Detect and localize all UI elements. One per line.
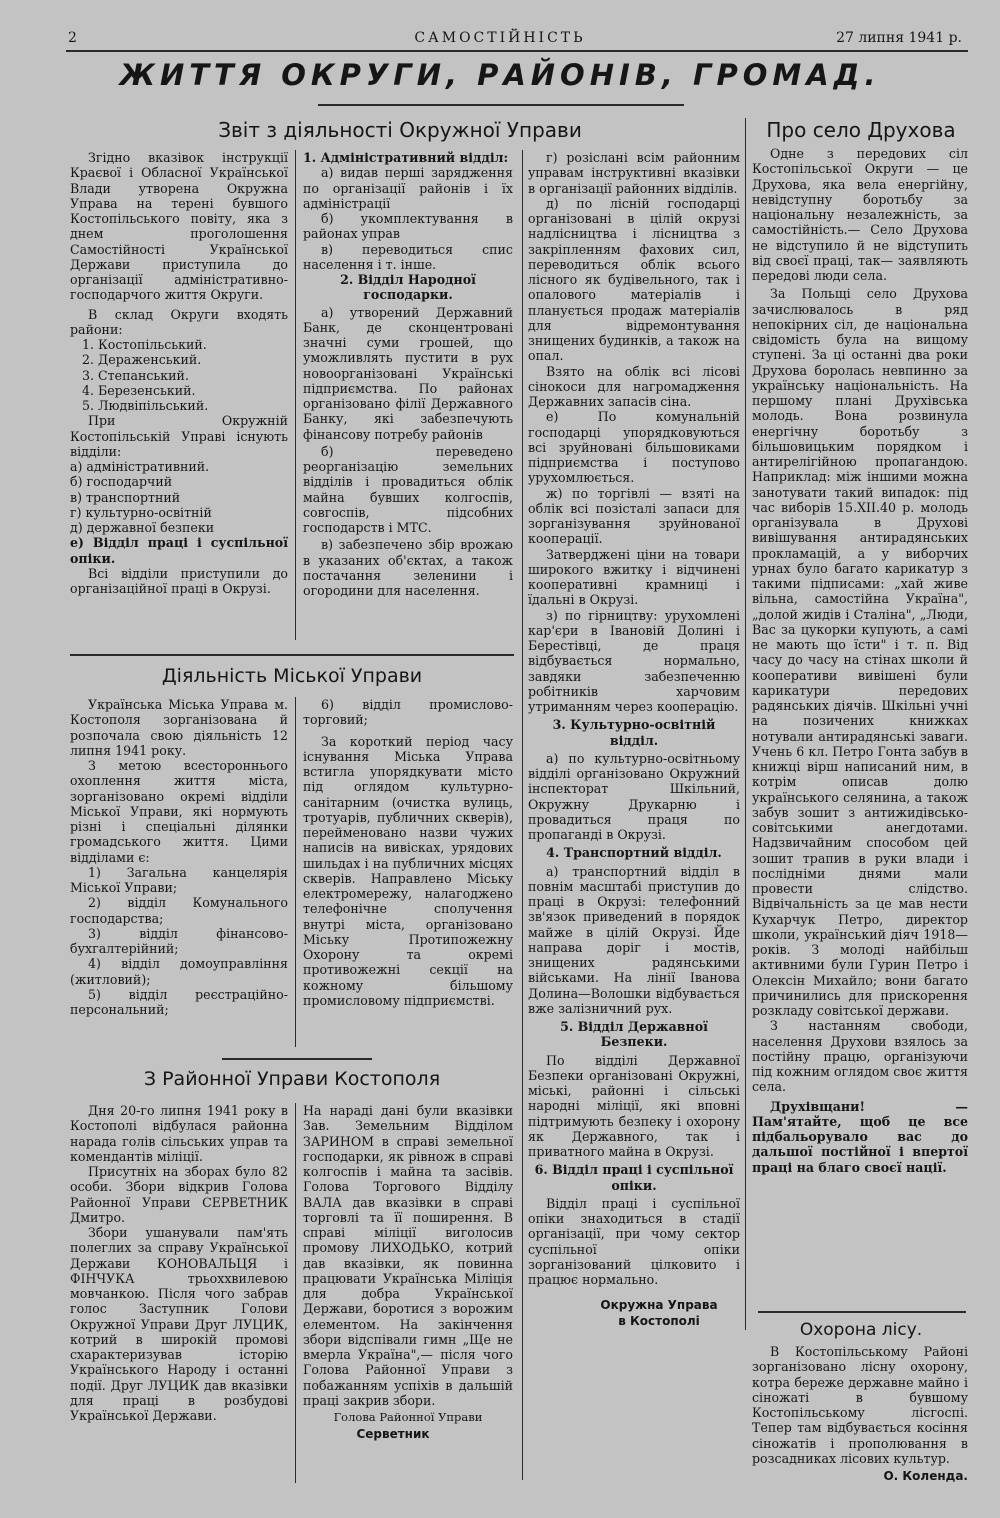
list-item: 3. Степанський.	[82, 367, 189, 383]
report-closing: Всі відділи приступили до організаційної праці в Окрузі.	[70, 565, 288, 596]
paragraph: а) по культурно-освітньому відділі організовано Окружний інспекторат Шкільний, Окружну Друкарню і провадиться праця по пропаганді в Окрузі.	[528, 750, 740, 842]
districts-intro: В склад Округи входять райони:	[70, 306, 288, 337]
paragraph: а) видав перші зарядження по організації районів і їх адміністрації	[303, 165, 513, 211]
list-item: 4. Березенський.	[82, 382, 196, 398]
village-title: Про село Друхова	[766, 118, 956, 142]
section-rule	[758, 1311, 966, 1313]
column-divider	[295, 150, 296, 640]
paragraph: За Польщі село Друхова зачислювалось в ряд непокірних сіл, де національна свідомість була на вищому ступені. За ці останні два роки Друхова боролась невпинно за українську національність. На першому плані Друхівська молодь. Вона розвинула енергічну боротьбу з більшовицьким порядком і антирелігійною пропагандою. Наприклад: між іншими можна занотувати такий випадок: під час виборів 15.XII.40 р. молодь організувала в Друхові вивішування антирадянських прокламацій, а у виборчих урнах було багато карикатур з такими підписами: „хай живе вільна, самостійна Україна", „долой жидів і Сталіна", „Люди, Вас за цукорки купують, а самі не мають що їсти" і т. п. Від часу до часу на стінах школи й кооперативи вивішені були карикатури передових радянських діячів. Шкільні учні на позичених книжках нотували антирадянські заваги. Учень 6 кл. Петро Гонта забув в книжці вірш написаний ним, в котрім описав долю українського селянина, а також забув зошит з антижидівсько-совітськими анегдотами. Надзвичайним способом цей зошит трапив в руки влади і послідніми днями мали провести слідство. Відвічальність за це мав нести Кухарчук Петро, директор школи, український діяч 1918—років. З молоді найбільш активними були Гурин Петро і Олексін Михайло; вони багато причинились для прискорення розкладу совітської держави.	[752, 286, 968, 1018]
list-item: 6) відділ промислово-торговий;	[303, 697, 513, 728]
village-column	[752, 146, 968, 1175]
paragraph: г) розіслані всім районним управам інструктивні вказівки в організації районних відділів.	[528, 150, 740, 196]
city-column-1	[70, 697, 288, 1017]
report-intro: Згідно вказівок інструкції Краєвої і Обласної Української Влади утворена Окружна Управа на терені бувшого Костопільського повіту, яка з днем проголошення Самостійності Української Держави приступила до організації адміністративно-господарчого життя Округи.	[70, 150, 288, 303]
paragraph: Українська Міська Управа м. Костополя зорганізована й розпочала свою діяльність 12 липня 1941 року.	[70, 697, 288, 758]
paragraph: З настанням свободи, населення Друхови взялось за постійну працю, організуючи під кожним оглядом своє життя села.	[752, 1018, 968, 1095]
page-number: 2	[68, 30, 78, 46]
district-column-1	[70, 1103, 288, 1423]
section-rule	[222, 1058, 372, 1060]
report-signature	[528, 1297, 740, 1329]
paragraph: а) утворений Державний Банк, де сконцентровані значні суми грошей, що уможливлять пустити в рух новоорганізовані Українські підприємства. По районах організовано філії Державного Банку, які забезпечують фінансову потребу районів	[303, 304, 513, 442]
culture-dept-heading: 3. Культурно-освітній відділ.	[552, 717, 716, 748]
list-item: 2. Дераженський.	[82, 352, 202, 368]
paragraph: На нараді дані були вказівки Зав. Земельним Відділом ЗАРИНОМ в справі земельної господарки, як рівнож в справі колгоспів і майна та засівів. Голова Торгового Відділу ВАЛА дав вказівки в справі торговлі та її поширення. В справі міліції виголосив промову ЛИХОДЬКО, котрий дав вказівки, як повинна працювати Українська Міліція для добра Української Держави, боротися з ворожим елементом. На закінчення збори відспівали гимн „Ще не вмерла Україна",— після чого Голова Районної Управи з побажанням успіхів в дальшій праці закрив збори.	[303, 1103, 513, 1408]
departments-list	[70, 459, 288, 566]
departments-intro: При Окружній Костопільській Управі існують відділи:	[70, 413, 288, 459]
list-item: 5. Людвіпільський.	[82, 398, 209, 413]
issue-date: 27 липня 1941 р.	[836, 30, 962, 46]
list-item: 1. Костопільський.	[82, 337, 207, 352]
column-divider	[745, 118, 746, 1330]
paragraph: Збори ушанували пам'ять полеглих за справу Української Держави КОНОВАЛЬЦЯ і ФІНЧУКА трьоххвилевою мовчанкою. Після чого забрав голос Заступник Голови Окружної Управи Друг ЛУЦИК, котрий в широкій промові схарактеризував історію Українського Народу і останні події. Друг ЛУЦИК дав вказівки для праці в розбудові Української Держави.	[70, 1225, 288, 1423]
list-item: в) транспортний	[70, 489, 181, 505]
districts-list	[70, 337, 288, 413]
signature-line: Голова Районної Управи	[333, 1410, 483, 1424]
list-item: 4) відділ домоуправління (житловий);	[70, 956, 288, 987]
list-item: 1) Загальна канцелярія Міської Управи;	[70, 864, 288, 895]
list-item: г) культурно-освітній	[70, 504, 212, 520]
paragraph: Відділ праці і суспільної опіки знаходиться в стадії організації, при чому сектор суспільної опіки зорганізований цілковито і працює нормально.	[528, 1195, 740, 1287]
paragraph: б) укомплектування в районах управ	[303, 211, 513, 242]
author-signature: О. Коленда.	[883, 1469, 968, 1483]
paragraph: б) переведено реорганізацію земельних відділів і провадиться облік майна бувших колгоспів, совгоспів, підсобних господарств і МТС.	[303, 443, 513, 535]
section-rule	[70, 654, 514, 656]
list-item: 5) відділ реєстраційно-персональний;	[70, 986, 288, 1017]
newspaper-title: САМОСТІЙНІСТЬ	[414, 30, 586, 46]
paragraph: Одне з передових сіл Костопільської Округи — це Друхова, яка вела енергійну, невідступну боротьбу за національну незалежність, за самостійність.— Село Друхова не відступило й не відступить від своєї праці, так— заявляють передові люди села.	[752, 146, 968, 283]
page-headline: ЖИТТЯ ОКРУГИ, РАЙОНІВ, ГРОМАД.	[119, 58, 881, 92]
security-dept-heading: 5. Відділ Державної Безпеки.	[560, 1019, 708, 1050]
district-column-2	[303, 1103, 513, 1442]
headline-underline	[318, 104, 684, 106]
list-item: 3) відділ фінансово-бухгалтерійний;	[70, 925, 288, 956]
signature-line: Серветник	[356, 1427, 430, 1442]
column-divider	[522, 150, 523, 1480]
paragraph: В Костопільському Районі зорганізовано лісну охорону, котра береже державне майно і сіножаті в бувшому Костопільському лісгоспі. Тепер там відбувається косіння сіножатів і прополювання в розсадниках лісових культур.	[752, 1344, 968, 1466]
paragraph: По відділі Державної Безпеки організовані Окружні, міські, районні і сільські народні міліції, які вповні підтримують безпеку і охорону як Державного, так і приватного майна в Окрузі.	[528, 1052, 740, 1159]
paragraph: Взято на облік всі лісові сінокоси для нагромадження Державних запасів сіна.	[528, 363, 740, 409]
paragraph: в) переводиться спис населення і т. інше.	[303, 241, 513, 272]
forest-column	[752, 1344, 968, 1484]
column-divider	[295, 1103, 296, 1483]
list-item: д) державної безпеки	[70, 520, 215, 535]
forest-title: Охорона лісу.	[799, 1320, 923, 1340]
paragraph: За короткий період часу існування Міська Управа встигла упорядкувати місто під оглядом культурно-санітарним (очистка вулиць, тротуарів, публичних скверів), перейменовано назви чужих написів на вивісках, урядових шильдах і на публичних місцях скверів. Направлено Міську електромережу, налагоджено телефонічне сполучення внутрі міста, організовано Міську Протипожежну Охорону та окремі противожежні секції на кожному більшому промисловому підприємстві.	[303, 733, 513, 1008]
paragraph: Затверджені ціни на товари широкого вжитку і відчинені кооперативні крамниці і їдальні в Окрузі.	[528, 546, 740, 608]
city-title: Діяльність Міської Управи	[161, 665, 423, 687]
header-rule	[66, 50, 968, 52]
column-divider	[295, 697, 296, 1047]
city-column-2	[303, 697, 513, 1008]
paragraph: з) по гірництву: урухомлені кар'єри в Івановій Долині і Берестівці, де праця відбувається нормально, завдяки забезпеченню робітників харчовим утриманням через кооперацію.	[528, 607, 740, 714]
paragraph: в) забезпечено збір врожаю в указаних об'єктах, а також постачання зеленини і огородини для населення.	[303, 537, 513, 598]
list-item: е) Відділ праці і суспільної опіки.	[70, 535, 288, 566]
paragraph: З метою всестороннього охоплення життя міста, зорганізовано окремі відділи Міської Управи, які нормують різні і спеціальні ділянки громадського життя. Цими відділами є:	[70, 758, 288, 865]
appeal: Друхівщани! — Пам'ятайте, щоб це все підбальорувало вас до дальшої постійної і впертої праці на благо своєї нації.	[752, 1098, 968, 1175]
paragraph: Присутніх на зборах було 82 особи. Збори відкрив Голова Районної Управи СЕРВЕТНИК Дмитро.	[70, 1164, 288, 1225]
economy-dept-heading: 2. Відділ Народної господарки.	[340, 272, 476, 303]
report-column-2	[303, 150, 513, 598]
report-column-3	[528, 150, 740, 1329]
welfare-dept-heading: 6. Відділ праці і суспільної опіки.	[534, 1162, 734, 1193]
district-title: З Районної Управи Костополя	[143, 1068, 441, 1090]
signature-line: Окружна Управа	[600, 1298, 718, 1313]
signature-line: в Костополі	[618, 1314, 700, 1329]
admin-dept-heading: 1. Адміністративний відділ:	[303, 150, 509, 165]
report-title: Звіт з діяльності Окружної Управи	[218, 118, 582, 142]
paragraph: Дня 20-го липня 1941 року в Костополі відбулася районна нарада голів сільських управ та комендантів міліції.	[70, 1103, 288, 1164]
paragraph: ж) по торгівлі — взяті на облік всі позісталі запаси для зорганізування зруйнованої кооперації.	[528, 485, 740, 547]
report-column-1	[70, 150, 288, 596]
list-item: а) адміністративний.	[70, 459, 210, 474]
paragraph: е) По комунальній господарці упорядковуються всі зруйновані більшовиками підприємства і поступово урухомлюється.	[528, 409, 740, 486]
paragraph: д) по лісній господарці організовані в цілій окрузі надлісництва і лісництва з закріпленням фахових сил, переводиться облік всього лісного як будівельного, так і опалового матеріалів і планується продаж матеріалів для відремонтування знищених будинків, а також на опал.	[528, 195, 740, 364]
paragraph: а) транспортний відділ в повнім масштабі приступив до праці в Окрузі: телефонний зв'язок приведений в порядок майже в цілій Окрузі. Йде направа доріг і мостів, знищених радянськими військами. На лінії Іванова Долина—Волошки відбувається вже залізничний рух.	[528, 863, 740, 1016]
list-item: б) господарчий	[70, 474, 173, 490]
transport-dept-heading: 4. Транспортний відділ.	[546, 845, 722, 861]
list-item: 2) відділ Комунального господарства;	[70, 895, 288, 926]
